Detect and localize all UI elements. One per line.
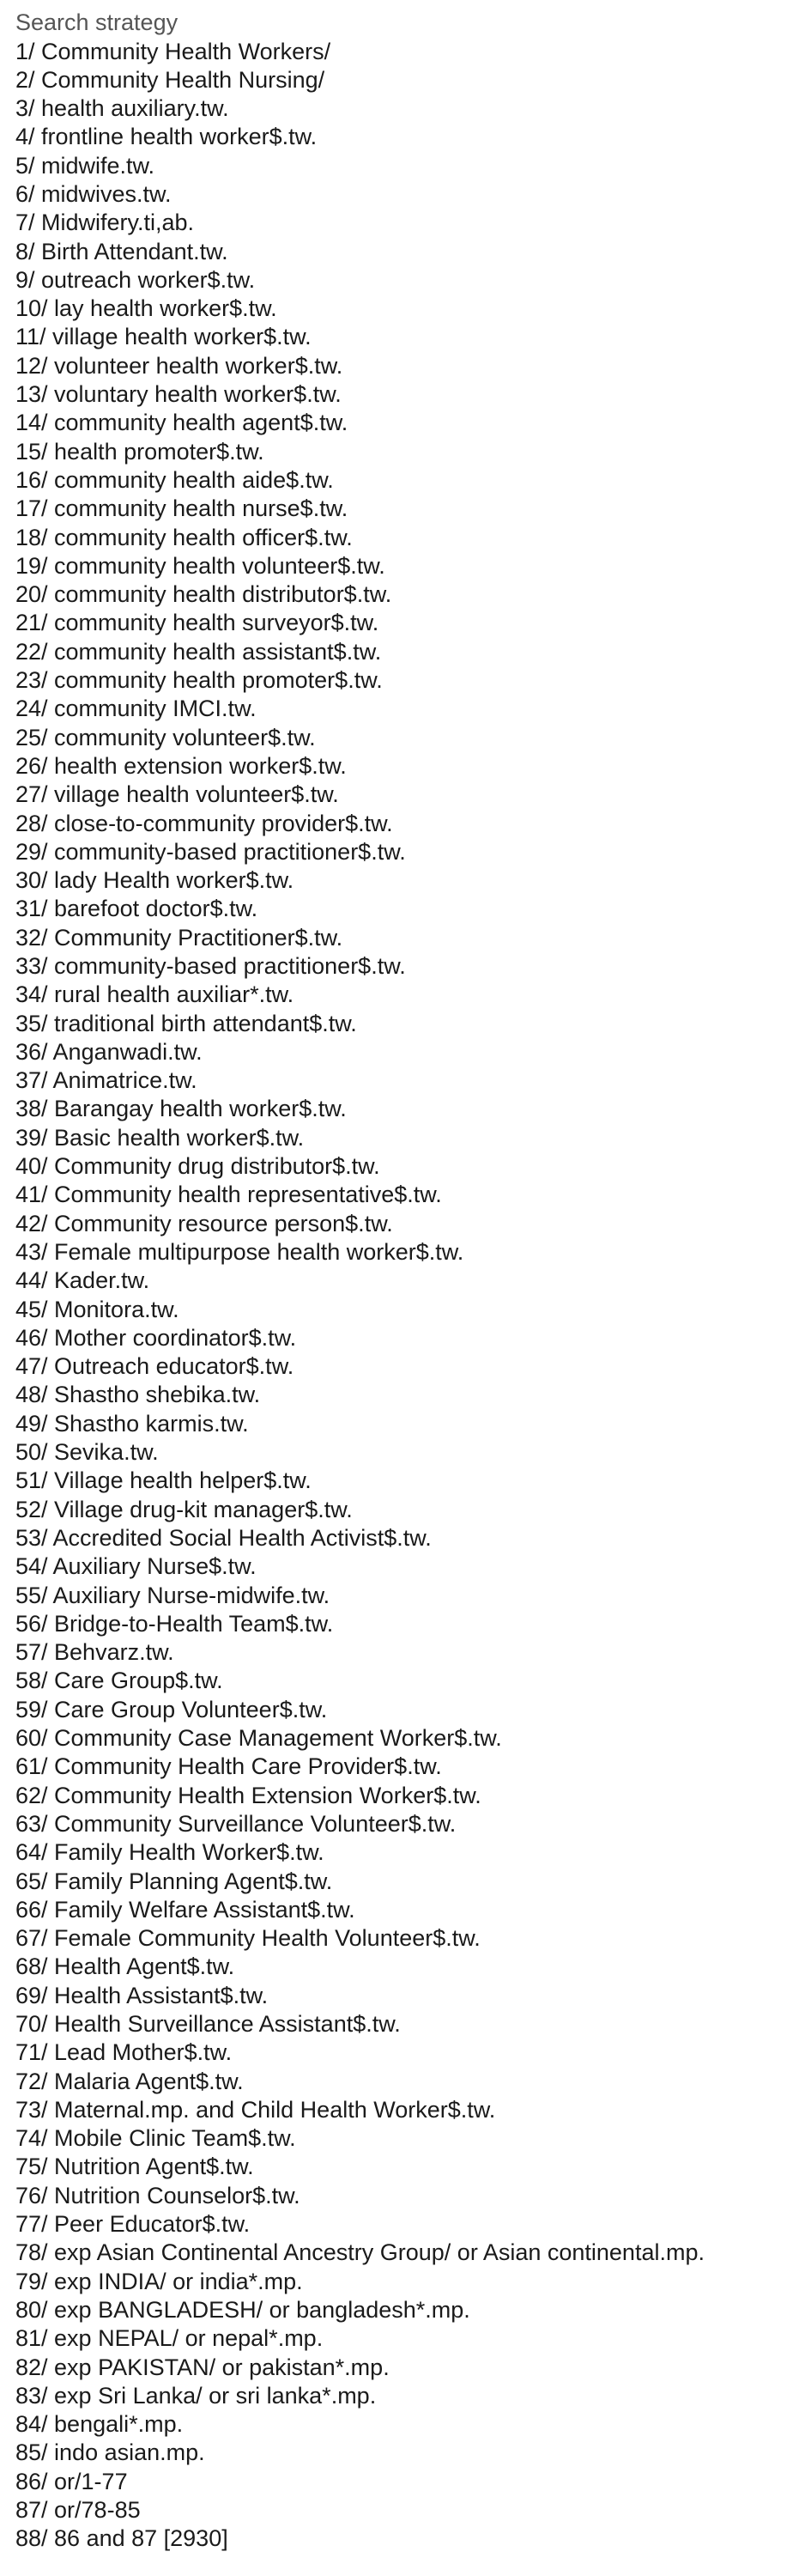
search-line: 22/ community health assistant$.tw. (15, 638, 382, 665)
search-line: 78/ exp Asian Continental Ancestry Group/ or Asian continental.mp. (15, 2239, 705, 2266)
search-line: 75/ Nutrition Agent$.tw. (15, 2154, 254, 2180)
search-line: 85/ indo asian.mp. (15, 2439, 205, 2466)
search-line: 71/ Lead Mother$.tw. (15, 2039, 233, 2066)
search-line: 64/ Family Health Worker$.tw. (15, 1839, 324, 1866)
search-line: 1/ Community Health Workers/ (15, 38, 331, 64)
search-line: 62/ Community Health Extension Worker$.tw. (15, 1782, 481, 1808)
search-line: 69/ Health Assistant$.tw. (15, 1982, 269, 2008)
search-line: 79/ exp INDIA/ or india*.mp. (15, 2268, 303, 2294)
search-line: 46/ Mother coordinator$.tw. (15, 1324, 297, 1351)
search-line: 76/ Nutrition Counselor$.tw. (15, 2182, 300, 2208)
search-line: 53/ Accredited Social Health Activist$.tw. (15, 1524, 432, 1551)
search-line: 72/ Malaria Agent$.tw. (15, 2068, 244, 2094)
search-line: 81/ exp NEPAL/ or nepal*.mp. (15, 2325, 324, 2352)
search-line: 11/ village health worker$.tw. (15, 324, 312, 350)
search-line: 38/ Barangay health worker$.tw. (15, 1096, 347, 1122)
search-line: 8/ Birth Attendant.tw. (15, 238, 228, 264)
search-line: 36/ Anganwadi.tw. (15, 1038, 203, 1065)
search-line: 6/ midwives.tw. (15, 180, 172, 207)
document-title: Search strategy (15, 9, 179, 35)
search-line: 24/ community IMCI.tw. (15, 696, 257, 722)
search-line: 77/ Peer Educator$.tw. (15, 2211, 251, 2238)
search-line: 12/ volunteer health worker$.tw. (15, 352, 343, 379)
search-line: 39/ Basic health worker$.tw. (15, 1124, 305, 1151)
search-line: 44/ Kader.tw. (15, 1267, 150, 1294)
search-line: 59/ Care Group Volunteer$.tw. (15, 1696, 328, 1722)
search-line: 10/ lay health worker$.tw. (15, 295, 277, 322)
search-line: 67/ Female Community Health Volunteer$.tw. (15, 1925, 481, 1952)
search-line: 66/ Family Welfare Assistant$.tw. (15, 1896, 355, 1923)
search-line: 43/ Female multipurpose health worker$.tw. (15, 1238, 464, 1265)
search-line: 80/ exp BANGLADESH/ or bangladesh*.mp. (15, 2296, 470, 2323)
search-line: 52/ Village drug-kit manager$.tw. (15, 1496, 353, 1522)
search-line: 34/ rural health auxiliar*.tw. (15, 981, 294, 1008)
search-line: 28/ close-to-community provider$.tw. (15, 810, 393, 836)
search-line: 31/ barefoot doctor$.tw. (15, 896, 258, 922)
search-line: 26/ health extension worker$.tw. (15, 752, 347, 779)
search-line: 60/ Community Case Management Worker$.tw. (15, 1725, 502, 1752)
search-strategy-list (15, 38, 796, 2554)
search-line: 86/ or/1-77 (15, 2468, 128, 2494)
search-line: 9/ outreach worker$.tw. (15, 266, 256, 293)
search-line: 48/ Shastho shebika.tw. (15, 1382, 261, 1408)
search-line: 14/ community health agent$.tw. (15, 410, 348, 436)
search-line: 83/ exp Sri Lanka/ or sri lanka*.mp. (15, 2382, 377, 2409)
search-line: 3/ health auxiliary.tw. (15, 95, 229, 122)
search-line: 51/ Village health helper$.tw. (15, 1467, 312, 1494)
search-line: 5/ midwife.tw. (15, 152, 155, 179)
search-line: 20/ community health distributor$.tw. (15, 581, 392, 608)
search-line: 32/ Community Practitioner$.tw. (15, 924, 343, 951)
search-line: 58/ Care Group$.tw. (15, 1668, 223, 1694)
search-line: 37/ Animatrice.tw. (15, 1067, 197, 1094)
search-line: 18/ community health officer$.tw. (15, 524, 353, 550)
search-line: 50/ Sevika.tw. (15, 1439, 159, 1466)
search-line: 56/ Bridge-to-Health Team$.tw. (15, 1610, 334, 1637)
search-line: 42/ Community resource person$.tw. (15, 1210, 393, 1236)
search-strategy-document (15, 9, 796, 2554)
search-line: 68/ Health Agent$.tw. (15, 1953, 235, 1980)
search-line: 49/ Shastho karmis.tw. (15, 1410, 249, 1437)
search-line: 19/ community health volunteer$.tw. (15, 552, 385, 579)
search-line: 7/ Midwifery.ti,ab. (15, 210, 195, 236)
search-line: 33/ community-based practitioner$.tw. (15, 953, 406, 979)
search-line: 25/ community volunteer$.tw. (15, 724, 316, 750)
search-line: 15/ health promoter$.tw. (15, 438, 264, 465)
search-line: 65/ Family Planning Agent$.tw. (15, 1868, 333, 1894)
search-line: 57/ Behvarz.tw. (15, 1639, 174, 1666)
search-line: 30/ lady Health worker$.tw. (15, 867, 294, 894)
search-line: 17/ community health nurse$.tw. (15, 495, 348, 522)
search-line: 87/ or/78-85 (15, 2497, 141, 2524)
search-line: 45/ Monitora.tw. (15, 1296, 179, 1322)
search-line: 63/ Community Surveillance Volunteer$.tw. (15, 1810, 457, 1837)
search-line: 82/ exp PAKISTAN/ or pakistan*.mp. (15, 2354, 390, 2380)
search-line: 61/ Community Health Care Provider$.tw. (15, 1753, 442, 1780)
search-line: 29/ community-based practitioner$.tw. (15, 838, 406, 865)
search-line: 47/ Outreach educator$.tw. (15, 1353, 294, 1380)
search-line: 13/ voluntary health worker$.tw. (15, 381, 342, 408)
search-line: 55/ Auxiliary Nurse-midwife.tw. (15, 1582, 330, 1608)
search-line: 40/ Community drug distributor$.tw. (15, 1153, 380, 1180)
search-line: 88/ 86 and 87 [2930] (15, 2525, 228, 2552)
search-line: 84/ bengali*.mp. (15, 2411, 184, 2438)
search-line: 23/ community health promoter$.tw. (15, 667, 383, 694)
search-line: 27/ village health volunteer$.tw. (15, 781, 339, 808)
search-line: 16/ community health aide$.tw. (15, 466, 334, 493)
search-line: 4/ frontline health worker$.tw. (15, 124, 318, 150)
search-line: 35/ traditional birth attendant$.tw. (15, 1010, 357, 1036)
search-line: 21/ community health surveyor$.tw. (15, 610, 379, 636)
search-line: 54/ Auxiliary Nurse$.tw. (15, 1553, 257, 1580)
search-line: 41/ Community health representative$.tw. (15, 1182, 442, 1208)
search-line: 70/ Health Surveillance Assistant$.tw. (15, 2010, 401, 2037)
search-line: 73/ Maternal.mp. and Child Health Worker$.tw. (15, 2096, 496, 2123)
search-line: 74/ Mobile Clinic Team$.tw. (15, 2125, 296, 2152)
search-line: 2/ Community Health Nursing/ (15, 66, 325, 93)
